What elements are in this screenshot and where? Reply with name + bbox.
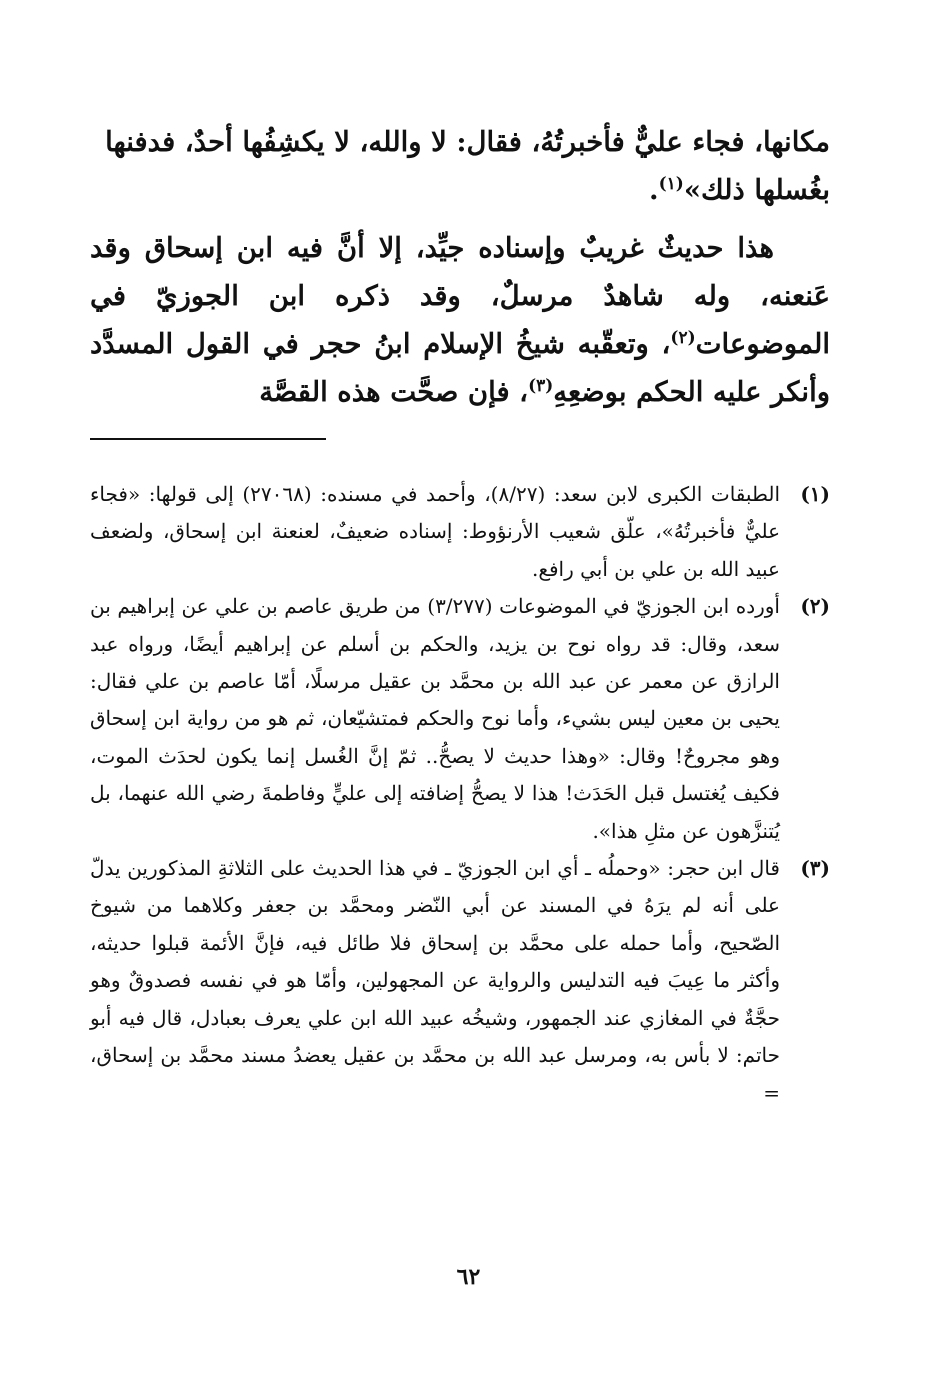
footnote-2-text: أورده ابن الجوزيّ في الموضوعات (٣/٢٧٧) من طريق عاصم بن علي عن إبراهيم بن سعد، وقال: قد رواه نوح بن يزيد، والحكم بن أسلم عن إبراهيم أيضًا، ورواه عبد الرازق عن معمر عن عبد الله بن محمَّد بن عقيل مرسلًا، أمّا عاصم بن علي فقال: يحيى بن معين ليس بشيء، وأما نوح والحكم فمتشيّعان، ثم هو من رواية ابن إسحاق وهو مجروحٌ! وقال: «وهذا حديث لا يصحُّ.. ثمّ إنَّ الغُسل إنما يكون لحدَث الموت، فكيف يُغتسل قبل الحَدَث! هذا لا يصحُّ إضافته إلى عليٍّ وفاطمةَ رضي الله عنهما، بل يُتنزَّهون عن مثلِ هذا». (90, 594, 780, 843)
footnote-3-text: قال ابن حجر: «وحملُه ـ أي ابن الجوزيّ ـ في هذا الحديث على الثلاثةِ المذكورين يدلّ على أنه لم يرَهُ في المسند عن أبي النّضر ومحمَّد بن جعفر وكلاهما من شيوخ الصّحيح، وأما حمله على محمَّد بن إسحاق فلا طائل فيه، فإنَّ الأئمة قبلوا حديثه، وأكثر ما عِيبَ فيه التدليس والرواية عن المجهولين، وأمّا هو في نفسه فصدوقٌ وهو حجَّةٌ في المغازي عند الجمهور، وشيخُه عبيد الله ابن علي يعرف بعبادل، قال فيه أبو حاتم: لا بأس به، ومرسل عبد الله بن محمَّد بن عقيل يعضدُ مسند محمَّد بن إسحاق، = (90, 856, 780, 1105)
paragraph-1-end: . (649, 174, 659, 206)
paragraph-2-text-c: ، فإن صحَّت هذه القصَّة (259, 376, 529, 408)
paragraph-2-text-b: ، وتعقّبه شيخُ الإسلام ابنُ حجر في القول المسدَّد وأنكر عليه الحكم بوضعِهِ (90, 328, 830, 408)
page-number: ٦٢ (456, 1264, 481, 1290)
footnote-2 (90, 588, 830, 850)
footnote-ref-3: (٣) (528, 375, 554, 396)
footnote-ref-2: (٢) (670, 327, 696, 348)
footnote-3-number: (٣) (800, 856, 830, 881)
footnote-2-number: (٢) (800, 594, 830, 619)
footnotes (90, 476, 830, 1112)
main-text (90, 118, 830, 416)
book-page (90, 118, 830, 1112)
footnote-ref-1: (١) (658, 173, 684, 194)
footnote-3 (90, 850, 830, 1112)
footnote-1-number: (١) (800, 482, 830, 506)
paragraph-2-text-a: هذا حديثٌ غريبٌ وإسناده جيِّد، إلا أنَّ فيه ابن إسحاق وقد عَنعنه، وله شاهدٌ مرسلٌ، وقد ذكره ابن الجوزيّ في الموضوعات (90, 232, 830, 360)
main-paragraph-1 (90, 118, 830, 214)
main-paragraph-2 (90, 224, 830, 416)
footnote-1 (90, 476, 830, 588)
paragraph-1-text: مكانها، فجاء عليٌّ فأخبرتُهُ، فقال: لا والله، لا يكشِفُها أحدٌ، فدفنها بغُسلها ذلك» (105, 126, 830, 206)
footnote-1-text: الطبقات الكبرى لابن سعد: (٨/٢٧)، وأحمد في مسنده: (٢٧٠٦٨) إلى قولها: «فجاء عليٌّ فأخبرتُهُ»، علّق شعيب الأرنؤوط: إسناده ضعيفٌ، لعنعنة ابن إسحاق، ولضعف عبيد الله بن علي بن أبي رافع. (90, 482, 780, 581)
footnote-divider (90, 438, 326, 440)
